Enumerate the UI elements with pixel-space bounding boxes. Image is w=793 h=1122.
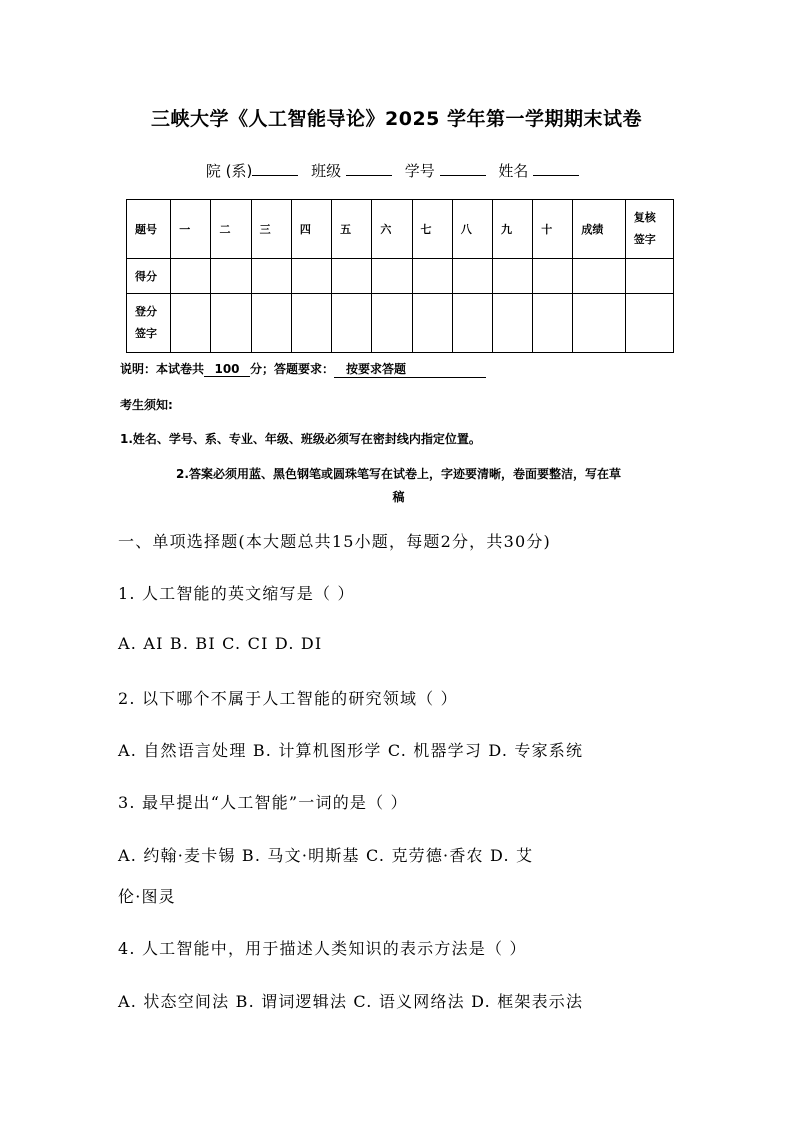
score-table bbox=[126, 199, 674, 353]
sign-cell[interactable] bbox=[625, 294, 673, 353]
sign-line1: 登分 bbox=[135, 305, 157, 318]
header-cell: 十 bbox=[533, 200, 573, 259]
note-requirement: 按要求答题 bbox=[334, 360, 486, 378]
note-total: 100 bbox=[204, 362, 250, 377]
sign-cell[interactable] bbox=[452, 294, 492, 353]
review-line1: 复核 bbox=[633, 211, 656, 224]
score-cell[interactable] bbox=[251, 259, 291, 294]
sign-cell[interactable] bbox=[211, 294, 251, 353]
question-4-options: A. 状态空间法 B. 谓词逻辑法 C. 语义网络法 D. 框架表示法 bbox=[118, 992, 584, 1011]
header-cell: 题号 bbox=[127, 200, 171, 259]
name-label: 姓名 bbox=[498, 162, 529, 180]
score-cell[interactable] bbox=[332, 259, 372, 294]
sign-row bbox=[127, 294, 674, 353]
header-cell: 一 bbox=[171, 200, 211, 259]
header-cell: 九 bbox=[492, 200, 532, 259]
question-4: 4. 人工智能中，用于描述人类知识的表示方法是（ ） bbox=[118, 939, 527, 958]
score-cell[interactable] bbox=[211, 259, 251, 294]
sign-cell[interactable] bbox=[291, 294, 331, 353]
class-blank bbox=[346, 161, 392, 176]
score-cell[interactable] bbox=[573, 259, 625, 294]
score-cell[interactable] bbox=[171, 259, 211, 294]
student-id-blank bbox=[440, 161, 486, 176]
student-id-label: 学号 bbox=[404, 162, 435, 180]
sign-cell[interactable] bbox=[573, 294, 625, 353]
score-cell[interactable] bbox=[625, 259, 673, 294]
question-3-options-line1: A. 约翰·麦卡锡 B. 马文·明斯基 C. 克劳德·香农 D. 艾 bbox=[118, 846, 534, 865]
question-1-options: A. AI B. BI C. CI D. DI bbox=[118, 634, 323, 653]
notice-rule-2-line1: 2.答案必须用蓝、黑色钢笔或圆珠笔写在试卷上，字迹要清晰，卷面要整洁，写在草 bbox=[176, 467, 621, 481]
sign-line2: 签字 bbox=[135, 327, 157, 340]
class-label: 班级 bbox=[311, 162, 342, 180]
score-cell[interactable] bbox=[372, 259, 412, 294]
dept-blank bbox=[252, 161, 298, 176]
sign-cell[interactable] bbox=[533, 294, 573, 353]
sign-cell[interactable] bbox=[492, 294, 532, 353]
sign-cell[interactable] bbox=[372, 294, 412, 353]
header-cell: 二 bbox=[211, 200, 251, 259]
sign-cell[interactable] bbox=[412, 294, 452, 353]
score-cell[interactable] bbox=[291, 259, 331, 294]
header-cell: 四 bbox=[291, 200, 331, 259]
question-1: 1. 人工智能的英文缩写是（ ） bbox=[118, 584, 355, 603]
header-cell: 成绩 bbox=[573, 200, 625, 259]
question-3: 3. 最早提出“人工智能”一词的是（ ） bbox=[118, 793, 408, 812]
score-row-label: 得分 bbox=[127, 259, 171, 294]
header-cell: 八 bbox=[452, 200, 492, 259]
sign-cell[interactable] bbox=[251, 294, 291, 353]
score-cell[interactable] bbox=[412, 259, 452, 294]
sign-row-label bbox=[127, 294, 171, 353]
notice-heading: 考生须知: bbox=[120, 398, 173, 412]
header-cell: 七 bbox=[412, 200, 452, 259]
table-header-row bbox=[127, 200, 674, 259]
exam-note bbox=[120, 360, 486, 378]
score-cell[interactable] bbox=[533, 259, 573, 294]
notice-rule-2 bbox=[126, 463, 671, 509]
header-cell: 三 bbox=[251, 200, 291, 259]
question-3-options-line2: 伦·图灵 bbox=[118, 887, 176, 906]
sign-cell[interactable] bbox=[332, 294, 372, 353]
header-cell: 五 bbox=[332, 200, 372, 259]
section-heading: 一、单项选择题(本大题总共15小题，每题2分，共30分) bbox=[118, 532, 551, 551]
question-2: 2. 以下哪个不属于人工智能的研究领域（ ） bbox=[118, 689, 458, 708]
score-cell[interactable] bbox=[452, 259, 492, 294]
score-cell[interactable] bbox=[492, 259, 532, 294]
score-row bbox=[127, 259, 674, 294]
notice-rule-2-line2: 稿 bbox=[392, 490, 405, 504]
question-2-options: A. 自然语言处理 B. 计算机图形学 C. 机器学习 D. 专家系统 bbox=[118, 741, 584, 760]
header-cell: 六 bbox=[372, 200, 412, 259]
name-blank bbox=[533, 161, 579, 176]
review-sign-header bbox=[625, 200, 673, 259]
note-middle: 分；答题要求： bbox=[250, 362, 335, 376]
student-info-line bbox=[0, 160, 793, 181]
sign-cell[interactable] bbox=[171, 294, 211, 353]
review-line2: 签字 bbox=[633, 233, 656, 246]
note-prefix: 说明：本试卷共 bbox=[120, 362, 205, 376]
exam-title: 三峡大学《人工智能导论》2025 学年第一学期期末试卷 bbox=[151, 108, 642, 130]
notice-rule-1: 1.姓名、学号、系、专业、年级、班级必须写在密封线内指定位置。 bbox=[120, 432, 481, 446]
dept-label: 院 (系) bbox=[205, 162, 253, 180]
